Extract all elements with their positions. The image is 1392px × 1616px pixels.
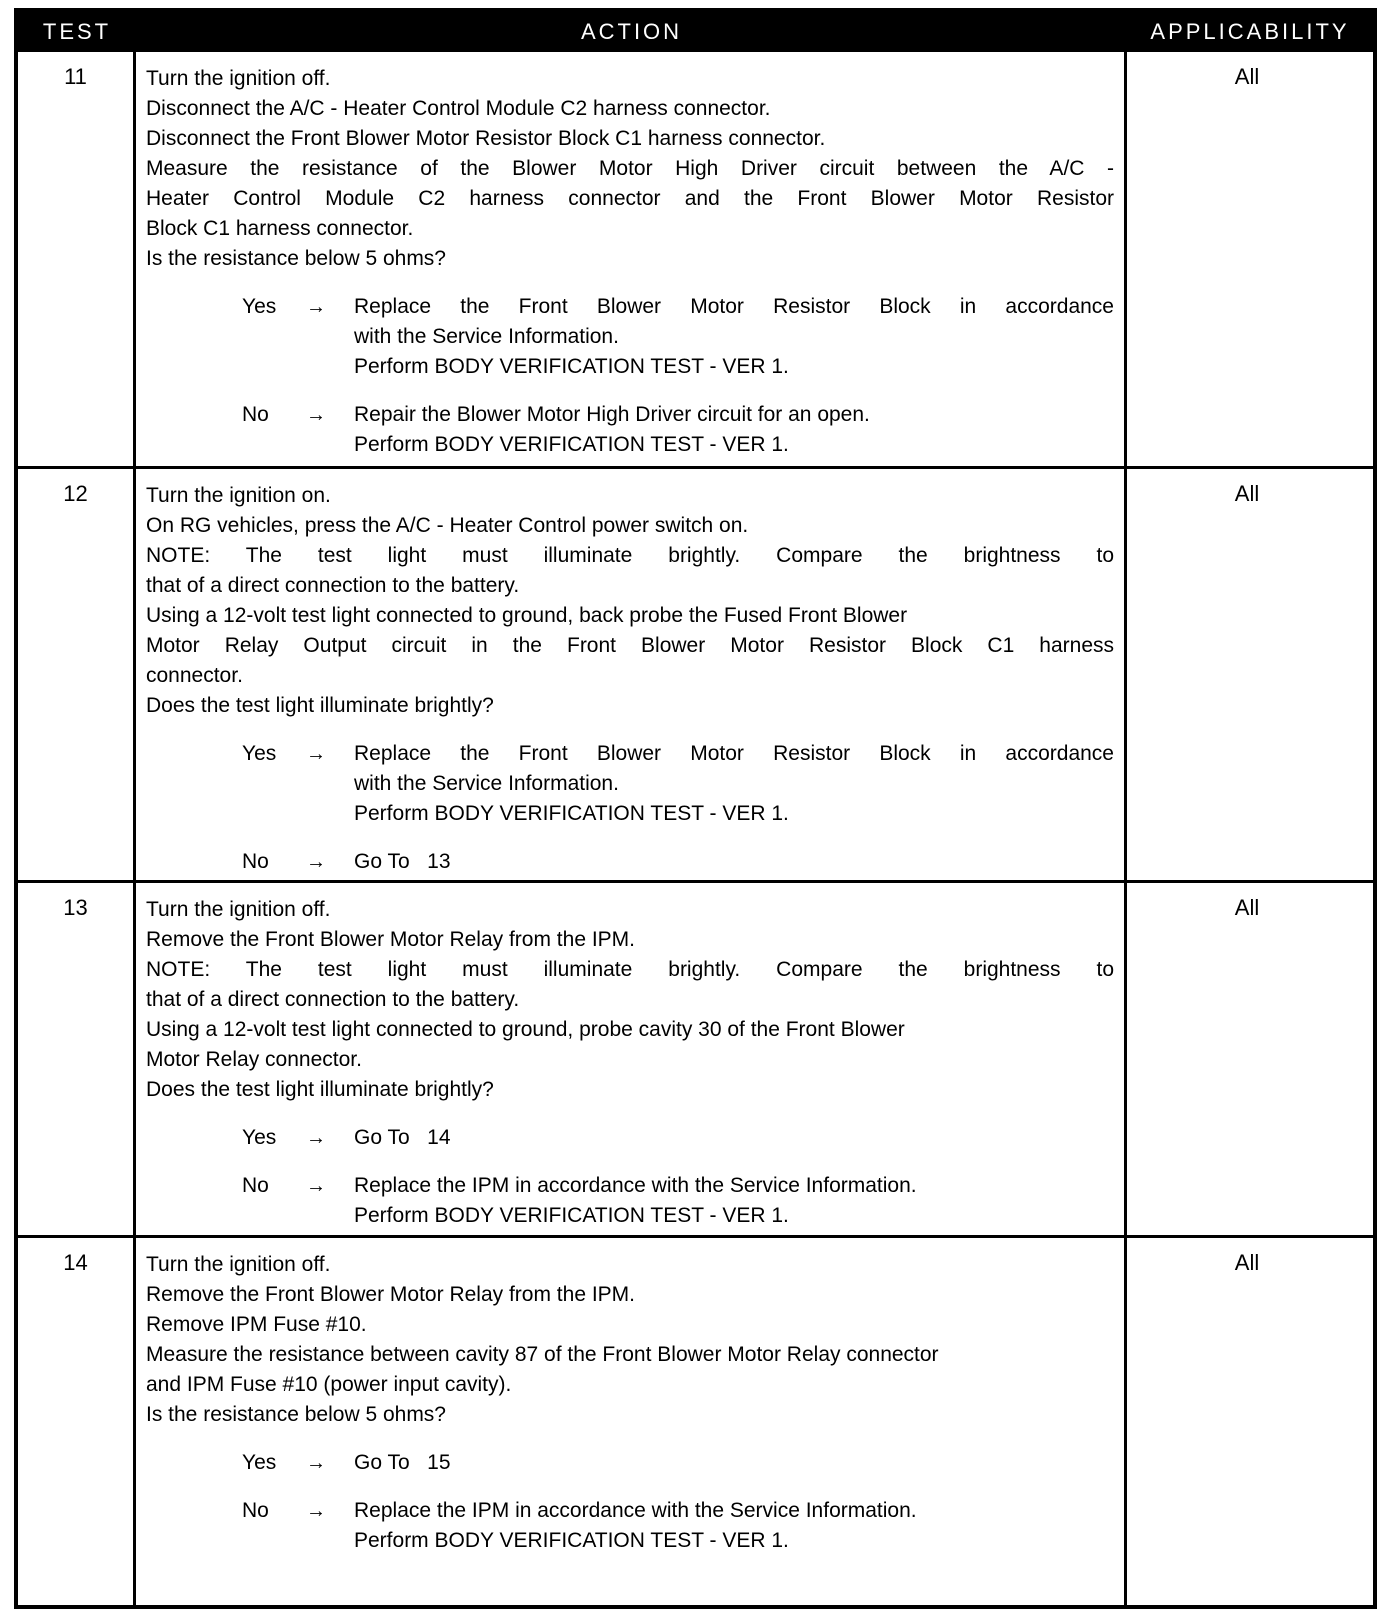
table-row: [18, 466, 1373, 880]
table-row: [18, 52, 1373, 466]
arrow-right-icon: →: [306, 296, 326, 318]
outcome-label: [242, 292, 354, 382]
action-step: Measure the resistance of the Blower Motor High Driver circuit between the A/C -: [146, 157, 1114, 180]
outcome-line: Go To 14: [354, 1126, 451, 1149]
outcome-label: [242, 1496, 354, 1556]
applicability-value: All: [1234, 481, 1260, 506]
outcome-yes: [146, 739, 1114, 829]
header-test: TEST: [42, 19, 112, 44]
arrow-right-icon: →: [306, 404, 326, 426]
outcome-label: [242, 1123, 354, 1153]
action-step: Turn the ignition off.: [146, 898, 331, 921]
arrow-right-icon: →: [306, 851, 326, 873]
action-step: Disconnect the Front Blower Motor Resistor Block C1 harness connector.: [146, 127, 826, 150]
outcome-yes: [146, 1123, 1114, 1153]
applicability-value: All: [1234, 64, 1260, 89]
outcome-no: [146, 400, 1114, 460]
action-step: Remove the Front Blower Motor Relay from the IPM.: [146, 1283, 635, 1306]
outcome-line: with the Service Information.: [354, 772, 619, 795]
header-applicability: APPLICABILITY: [1150, 19, 1350, 44]
action-step: NOTE: The test light must illuminate brightly. Compare the brightness to: [146, 958, 1114, 981]
test-number: 13: [18, 883, 136, 1235]
outcome-text: [354, 1448, 1114, 1478]
outcome-line: Replace the IPM in accordance with the Service Information.: [354, 1499, 917, 1522]
action-step: that of a direct connection to the battery.: [146, 988, 520, 1011]
action-step: Motor Relay Output circuit in the Front Blower Motor Resistor Block C1 harness: [146, 634, 1114, 657]
action-step: Turn the ignition off.: [146, 1253, 331, 1276]
outcome-label: [242, 400, 354, 460]
arrow-right-icon: →: [306, 1127, 326, 1149]
action-step: Is the resistance below 5 ohms?: [146, 247, 446, 270]
outcome-line: Go To 15: [354, 1451, 451, 1474]
outcome-label: [242, 1171, 354, 1231]
action-step: Turn the ignition on.: [146, 484, 331, 507]
outcome-label-text: No: [242, 1499, 269, 1522]
outcome-text: [354, 1171, 1114, 1231]
action-step: that of a direct connection to the battery.: [146, 574, 520, 597]
outcome-label-text: Yes: [242, 1126, 277, 1149]
outcomes: [146, 292, 1114, 460]
outcome-line: Perform BODY VERIFICATION TEST - VER 1.: [354, 1204, 789, 1227]
action-step: Remove the Front Blower Motor Relay from the IPM.: [146, 928, 635, 951]
outcome-text: [354, 847, 1114, 877]
outcome-text: [354, 292, 1114, 382]
action-step: Heater Control Module C2 harness connector and the Front Blower Motor Resistor: [146, 187, 1114, 210]
outcome-no: [146, 847, 1114, 877]
action-cell: [136, 883, 1127, 1235]
arrow-right-icon: →: [306, 743, 326, 765]
outcome-label-text: No: [242, 1174, 269, 1197]
test-number: 11: [18, 52, 136, 466]
outcome-label-text: No: [242, 403, 269, 426]
outcome-text: [354, 400, 1114, 460]
outcome-line: Perform BODY VERIFICATION TEST - VER 1.: [354, 355, 789, 378]
action-step: Does the test light illuminate brightly?: [146, 1078, 494, 1101]
outcome-line: Perform BODY VERIFICATION TEST - VER 1.: [354, 802, 789, 825]
action-step: Turn the ignition off.: [146, 67, 331, 90]
action-step: Is the resistance below 5 ohms?: [146, 1403, 446, 1426]
applicability-value: All: [1234, 895, 1260, 920]
action-step: Using a 12-volt test light connected to ground, back probe the Fused Front Blower: [146, 604, 908, 627]
outcome-label-text: Yes: [242, 742, 277, 765]
test-number: 12: [18, 469, 136, 880]
outcome-text: [354, 739, 1114, 829]
outcome-text: [354, 1496, 1114, 1556]
diagnostic-table: [14, 8, 1377, 1609]
table-body: [18, 52, 1373, 1605]
outcome-no: [146, 1496, 1114, 1556]
action-step: and IPM Fuse #10 (power input cavity).: [146, 1373, 512, 1396]
table-header: [18, 12, 1373, 52]
action-step: Using a 12-volt test light connected to ground, probe cavity 30 of the Front Blower: [146, 1018, 905, 1041]
outcomes: [146, 739, 1114, 877]
outcome-line: Replace the Front Blower Motor Resistor Block in accordance: [354, 742, 1114, 765]
action-step: connector.: [146, 664, 243, 687]
table-row: [18, 880, 1373, 1235]
outcome-text: [354, 1123, 1114, 1153]
action-step: Block C1 harness connector.: [146, 217, 414, 240]
outcome-line: Go To 13: [354, 850, 451, 873]
arrow-right-icon: →: [306, 1175, 326, 1197]
outcome-line: Perform BODY VERIFICATION TEST - VER 1.: [354, 433, 789, 456]
action-cell: [136, 1238, 1127, 1605]
outcome-yes: [146, 1448, 1114, 1478]
arrow-right-icon: →: [306, 1452, 326, 1474]
outcome-yes: [146, 292, 1114, 382]
outcome-no: [146, 1171, 1114, 1231]
outcome-line: Perform BODY VERIFICATION TEST - VER 1.: [354, 1529, 789, 1552]
outcome-line: Replace the Front Blower Motor Resistor Block in accordance: [354, 295, 1114, 318]
header-action: ACTION: [580, 19, 683, 44]
outcome-label: [242, 847, 354, 877]
action-step: Remove IPM Fuse #10.: [146, 1313, 367, 1336]
action-step: NOTE: The test light must illuminate brightly. Compare the brightness to: [146, 544, 1114, 567]
action-step: On RG vehicles, press the A/C - Heater Control power switch on.: [146, 514, 749, 537]
outcomes: [146, 1448, 1114, 1556]
outcome-label-text: Yes: [242, 1451, 277, 1474]
applicability-value: All: [1234, 1250, 1260, 1275]
action-step: Does the test light illuminate brightly?: [146, 694, 494, 717]
outcome-line: Repair the Blower Motor High Driver circuit for an open.: [354, 403, 870, 426]
outcome-label-text: No: [242, 850, 269, 873]
action-cell: [136, 469, 1127, 880]
arrow-right-icon: →: [306, 1500, 326, 1522]
outcome-label-text: Yes: [242, 295, 277, 318]
outcome-label: [242, 1448, 354, 1478]
action-step: Disconnect the A/C - Heater Control Module C2 harness connector.: [146, 97, 771, 120]
action-cell: [136, 52, 1127, 466]
table-row: [18, 1235, 1373, 1605]
outcome-line: Replace the IPM in accordance with the Service Information.: [354, 1174, 917, 1197]
outcome-line: with the Service Information.: [354, 325, 619, 348]
action-step: Motor Relay connector.: [146, 1048, 362, 1071]
test-number: 14: [18, 1238, 136, 1605]
outcomes: [146, 1123, 1114, 1231]
outcome-label: [242, 739, 354, 829]
action-step: Measure the resistance between cavity 87 of the Front Blower Motor Relay connector: [146, 1343, 939, 1366]
